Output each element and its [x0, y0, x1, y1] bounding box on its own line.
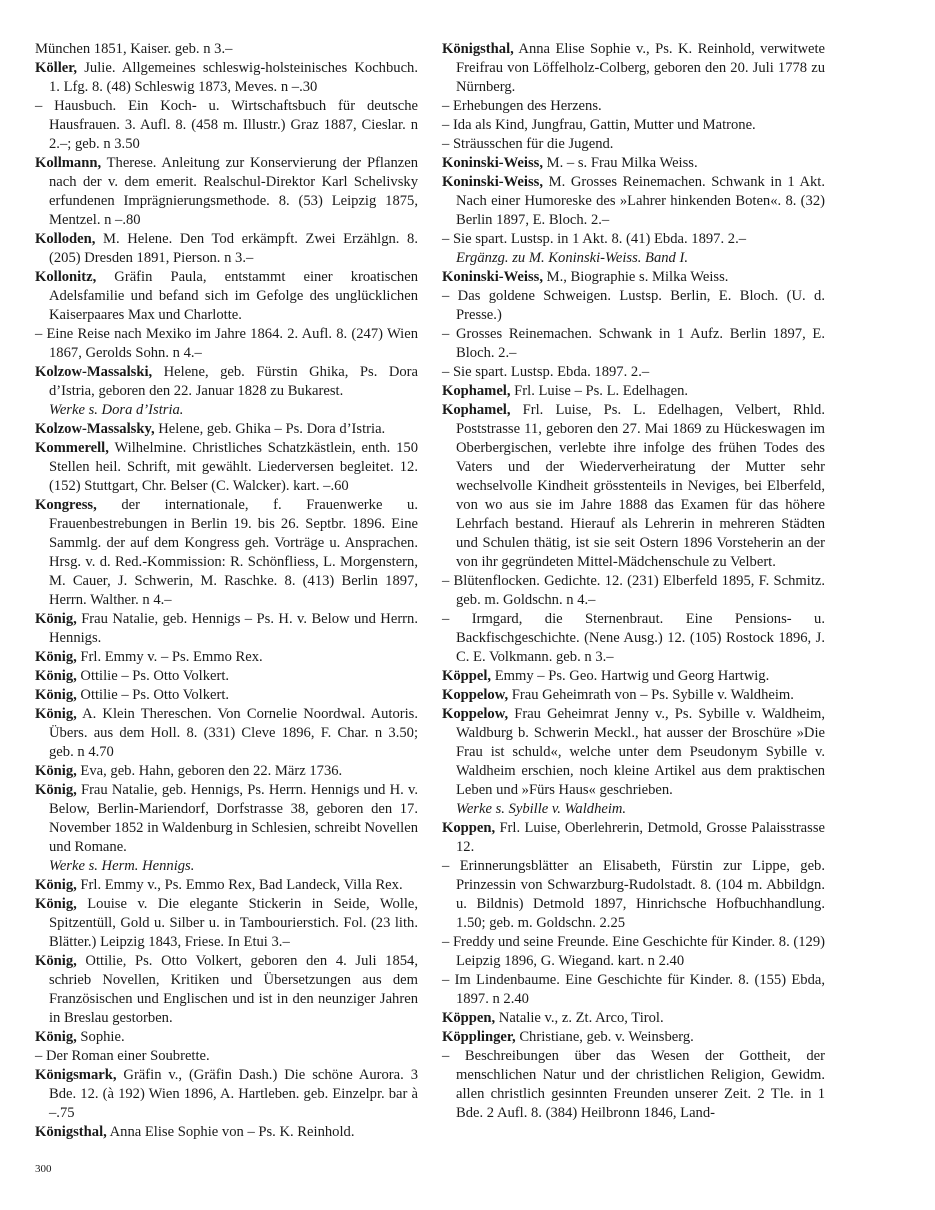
entry-text: – Der Roman einer Soubrette.	[35, 1048, 210, 1064]
entry-text: Frl. Luise, Oberlehrerin, Detmold, Grosse Palaisstrasse 12.	[456, 820, 825, 855]
entry-text: Sophie.	[76, 1029, 125, 1045]
entry-line-right-1	[442, 97, 825, 116]
headword: Königsthal,	[442, 41, 514, 57]
entry-text: Frl. Luise – Ps. L. Edelhagen.	[510, 383, 689, 399]
headword: Königsmark,	[35, 1067, 117, 1083]
entry-left-7	[35, 363, 418, 401]
entry-text: Frl. Luise, Ps. L. Edelhagen, Velbert, Rhld. Poststrasse 11, geboren den 27. Mai 1869 zu Hückeswagen im Oberbergischen, verlebte ihre infolge des frühen Todes des Vaters und der Wiederverheiratung der Mutter sehr wechselvolle Kindheit grösstenteils in Neviges, bei Elberfeld, von wo aus sie im Jahre 1888 das Examen für das höhere Lehrfach bestand. Hierauf als Lehrerin in mehreren Städten und Schulen thätig, ist sie seit Ostern 1896 Vorsteherin an der von ihr gegründeten Mittel-Mädchenschule zu Velbert.	[456, 402, 825, 570]
entry-text: Ottilie, Ps. Otto Volkert, geboren den 4. Juli 1854, schrieb Novellen, Kritiken und Übersetzungen aus dem Französischen und Englischen und ist in den neunziger Jahren in Breslau gestorben.	[49, 953, 418, 1026]
entry-line-left-6	[35, 325, 418, 363]
entry-line-left-19	[35, 857, 418, 876]
entry-text: Wilhelmine. Christliches Schatzkästlein, enth. 150 Stellen heil. Schrift, mit gewählt. Liederversen begleitet. 12. (152) Stuttgart, Chr. Belser (C. Walcker). kart. –.60	[49, 440, 418, 494]
headword: Kollmann,	[35, 155, 102, 171]
entry-text: – Erhebungen des Herzens.	[442, 98, 602, 114]
entry-right-12	[442, 382, 825, 401]
entry-text: – Sie spart. Lustsp. in 1 Akt. 8. (41) Ebda. 1897. 2.–	[442, 231, 747, 247]
headword: Kollonitz,	[35, 269, 97, 285]
entry-text: Julie. Allgemeines schleswig-holsteinisches Kochbuch. 1. Lfg. 8. (48) Schleswig 1873, Meves. n –.30	[49, 60, 418, 95]
entry-line-right-9	[442, 287, 825, 325]
entry-line-left-8	[35, 401, 418, 420]
entry-line-right-21	[442, 857, 825, 933]
entry-text: – Ida als Kind, Jungfrau, Gattin, Mutter und Matrone.	[442, 117, 756, 133]
entry-left-13	[35, 648, 418, 667]
entry-text: der internationale, f. Frauenwerke u. Frauenbestrebungen in Berlin 19. bis 26. Septbr. 1896. Eine Sammlg. der auf dem Kongress geh. Vorträge u. Ansprachen. Hrsg. v. d. Red.-Kommission: R. Schönfliess, L. Morgenstern, M. Cauer, J. Schwerin, M. Raschke. 8. (413) Berlin 1897, Herrn. Walther. n 4.–	[49, 497, 418, 608]
entry-text: – Das goldene Schweigen. Lustsp. Berlin, E. Bloch. (U. d. Presse.)	[442, 288, 825, 323]
entry-left-18	[35, 781, 418, 857]
entry-text: Natalie v., z. Zt. Arco, Tirol.	[495, 1010, 664, 1026]
entry-text: Frau Natalie, geb. Hennigs – Ps. H. v. Below und Herrn. Hennigs.	[49, 611, 418, 646]
entry-text: Ergänzg. zu M. Koninski-Weiss. Band I.	[456, 250, 689, 266]
entry-left-12	[35, 610, 418, 648]
headword: König,	[35, 687, 77, 703]
left-column	[35, 40, 418, 1142]
entry-text: Frl. Emmy v. – Ps. Emmo Rex.	[76, 649, 263, 665]
entry-line-left-24	[35, 1047, 418, 1066]
headword: Kolloden,	[35, 231, 96, 247]
headword: Köppen,	[442, 1010, 496, 1026]
entry-left-23	[35, 1028, 418, 1047]
headword: König,	[35, 1029, 77, 1045]
entry-text: Emmy – Ps. Geo. Hartwig und Georg Hartwig.	[491, 668, 770, 684]
entry-text: Gräfin v., (Gräfin Dash.) Die schöne Aurora. 3 Bde. 12. (à 192) Wien 1896, A. Hartleben. geb. Einzelpr. bar à –.75	[49, 1067, 418, 1121]
entry-text: Anna Elise Sophie von – Ps. K. Reinhold.	[106, 1124, 355, 1140]
entry-left-14	[35, 667, 418, 686]
headword: Kophamel,	[442, 383, 511, 399]
entry-text: Frl. Emmy v., Ps. Emmo Rex, Bad Landeck, Villa Rex.	[76, 877, 403, 893]
headword: König,	[35, 896, 77, 912]
entry-line-right-6	[442, 230, 825, 249]
entry-text: – Grosses Reinemachen. Schwank in 1 Aufz. Berlin 1897, E. Bloch. 2.–	[442, 326, 825, 361]
entry-left-17	[35, 762, 418, 781]
entry-line-right-7	[442, 249, 825, 268]
entry-line-right-14	[442, 572, 825, 610]
entry-line-right-15	[442, 610, 825, 667]
entry-text: München 1851, Kaiser. geb. n 3.–	[35, 41, 233, 57]
headword: Kongress,	[35, 497, 97, 513]
entry-left-3	[35, 154, 418, 230]
entry-text: – Freddy und seine Freunde. Eine Geschichte für Kinder. 8. (129) Leipzig 1896, G. Wiegand. kart. n 2.40	[442, 934, 825, 969]
entry-left-4	[35, 230, 418, 268]
headword: Koppelow,	[442, 706, 509, 722]
entry-text: – Sie spart. Lustsp. Ebda. 1897. 2.–	[442, 364, 650, 380]
entry-text: Gräfin Paula, entstammt einer kroatischen Adelsfamilie und befand sich im Gefolge des unglücklichen Kaiserpaares Max und Charlotte.	[49, 269, 418, 323]
entry-text: – Eine Reise nach Mexiko im Jahre 1864. 2. Aufl. 8. (247) Wien 1867, Gerolds Sohn. n 4.–	[35, 326, 418, 361]
headword: Köller,	[35, 60, 78, 76]
headword: Koppen,	[442, 820, 496, 836]
entry-text: – Im Lindenbaume. Eine Geschichte für Kinder. 8. (155) Ebda, 1897. n 2.40	[442, 972, 825, 1007]
entry-left-16	[35, 705, 418, 762]
entry-left-11	[35, 496, 418, 610]
entry-right-8	[442, 268, 825, 287]
entry-text: M. Grosses Reinemachen. Schwank in 1 Akt. Nach einer Humoreske des »Lahrer hinkenden Boten«. 8. (32) Berlin 1897, E. Bloch. 2.–	[456, 174, 825, 228]
entry-right-25	[442, 1028, 825, 1047]
entry-line-right-3	[442, 135, 825, 154]
entry-text: – Irmgard, die Sternenbraut. Eine Pensions- u. Backfischgeschichte. (Nene Ausg.) 12. (105) Rostock 1896, J. C. E. Volkmann. geb. n 3.–	[442, 611, 825, 665]
entry-text: M. – s. Frau Milka Weiss.	[542, 155, 698, 171]
entry-right-18	[442, 705, 825, 800]
entry-right-24	[442, 1009, 825, 1028]
headword: Königsthal,	[35, 1124, 107, 1140]
entry-text: Eva, geb. Hahn, geboren den 22. März 1736.	[76, 763, 343, 779]
entry-right-13	[442, 401, 825, 572]
headword: König,	[35, 877, 77, 893]
entry-left-26	[35, 1123, 418, 1142]
entry-text: – Sträusschen für die Jugend.	[442, 136, 614, 152]
entry-left-20	[35, 876, 418, 895]
entry-text: Werke s. Herm. Hennigs.	[49, 858, 195, 874]
entry-text: Helene, geb. Fürstin Ghika, Ps. Dora d’Istria, geboren den 22. Januar 1828 zu Bukarest.	[49, 364, 418, 399]
entry-line-left-2	[35, 97, 418, 154]
entry-line-right-10	[442, 325, 825, 363]
entry-text: Christiane, geb. v. Weinsberg.	[515, 1029, 694, 1045]
headword: Kolzow-Massalsky,	[35, 421, 155, 437]
entry-text: Anna Elise Sophie v., Ps. K. Reinhold, verwitwete Freifrau von Löffelholz-Colberg, geboren den 20. Juli 1778 zu Nürnberg.	[456, 41, 825, 95]
headword: Kophamel,	[442, 402, 511, 418]
entry-text: Therese. Anleitung zur Konservierung der Pflanzen nach der v. dem emerit. Realschul-Direktor Karl Schelivsky erfundenen Imprägnierungsmethode. 8. (53) Leipzig 1875, Mentzel. n –.80	[49, 155, 418, 228]
entry-left-22	[35, 952, 418, 1028]
headword: König,	[35, 611, 77, 627]
entry-line-left-0	[35, 40, 418, 59]
headword: König,	[35, 668, 77, 684]
entry-text: Ottilie – Ps. Otto Volkert.	[76, 668, 230, 684]
headword: Koninski-Weiss,	[442, 269, 543, 285]
entry-text: M. Helene. Den Tod erkämpft. Zwei Erzählgn. 8. (205) Dresden 1891, Pierson. n 3.–	[49, 231, 418, 266]
entry-right-0	[442, 40, 825, 97]
entry-text: – Hausbuch. Ein Koch- u. Wirtschaftsbuch für deutsche Hausfrauen. 3. Aufl. 8. (458 m. Illustr.) Graz 1887, Cieslar. n 2.–; geb. n 3.50	[35, 98, 418, 152]
entry-right-20	[442, 819, 825, 857]
headword: Köppel,	[442, 668, 492, 684]
headword: Kolzow-Massalski,	[35, 364, 153, 380]
headword: Köpplinger,	[442, 1029, 516, 1045]
entry-left-1	[35, 59, 418, 97]
page-number: 300	[35, 1163, 52, 1175]
entry-right-4	[442, 154, 825, 173]
entry-left-5	[35, 268, 418, 325]
entry-text: – Blütenflocken. Gedichte. 12. (231) Elberfeld 1895, F. Schmitz. geb. m. Goldschn. n 4.–	[442, 573, 825, 608]
entry-text: Helene, geb. Ghika – Ps. Dora d’Istria.	[154, 421, 386, 437]
entry-line-right-23	[442, 971, 825, 1009]
headword: Koppelow,	[442, 687, 509, 703]
headword: König,	[35, 706, 77, 722]
headword: König,	[35, 763, 77, 779]
entry-line-right-22	[442, 933, 825, 971]
entry-line-right-11	[442, 363, 825, 382]
entry-right-16	[442, 667, 825, 686]
entry-line-right-2	[442, 116, 825, 135]
headword: König,	[35, 782, 77, 798]
headword: Koninski-Weiss,	[442, 155, 543, 171]
entry-line-right-26	[442, 1047, 825, 1123]
entry-text: A. Klein Thereschen. Von Cornelie Noordwal. Autoris. Übers. aus dem Holl. 8. (331) Cleve 1896, F. Char. n 3.50; geb. n 4.70	[49, 706, 418, 760]
entry-left-9	[35, 420, 418, 439]
headword: König,	[35, 649, 77, 665]
entry-text: Frau Geheimrat Jenny v., Ps. Sybille v. Waldheim, Waldburg b. Schwerin Meckl., hat ausser der Broschüre »Die Frau ist schuld«, welche unter dem Pseudonym Sybille v. Waldheim erschien, noch kleine Artikel aus dem praktischen Leben und »Fürs Haus« geschrieben.	[456, 706, 825, 798]
headword: Koninski-Weiss,	[442, 174, 543, 190]
entry-left-21	[35, 895, 418, 952]
entry-text: Ottilie – Ps. Otto Volkert.	[76, 687, 230, 703]
entry-line-right-19	[442, 800, 825, 819]
entry-text: M., Biographie s. Milka Weiss.	[542, 269, 729, 285]
right-column	[442, 40, 825, 1123]
entry-left-10	[35, 439, 418, 496]
entry-text: – Beschreibungen über das Wesen der Gottheit, der menschlichen Natur und der christlichen Religion, Gewidm. allen christlich gesinnten Freunden unserer Zeit. 2 Tle. in 1 Bde. 2 Aufl. 8. (384) Heilbronn 1846, Land-	[442, 1048, 825, 1121]
entry-left-25	[35, 1066, 418, 1123]
headword: König,	[35, 953, 77, 969]
entry-text: – Erinnerungsblätter an Elisabeth, Fürstin zur Lippe, geb. Prinzessin von Schwarzburg-Rudolstadt. 8. (104 m. Abbildgn. u. Bildnis) Detmold 1897, Hinrichsche Hofbuchhandlung. 1.50; geb. m. Goldschn. 2.25	[442, 858, 825, 931]
entry-text: Werke s. Dora d’Istria.	[49, 402, 184, 418]
entry-text: Werke s. Sybille v. Waldheim.	[456, 801, 627, 817]
entry-left-15	[35, 686, 418, 705]
entry-text: Frau Natalie, geb. Hennigs, Ps. Herrn. Hennigs und H. v. Below, Berlin-Mariendorf, Dorfstrasse 38, geboren den 17. November 1852 in Waldenburg in Schlesien, schreibt Novellen und Romane.	[49, 782, 418, 855]
entry-text: Louise v. Die elegante Stickerin in Seide, Wolle, Spitzentüll, Gold u. Silber u. in Tambourierstich. Fol. (23 lith. Blätter.) Leipzig 1843, Friese. In Etui 3.–	[49, 896, 418, 950]
entry-right-17	[442, 686, 825, 705]
headword: Kommerell,	[35, 440, 109, 456]
entry-text: Frau Geheimrath von – Ps. Sybille v. Waldheim.	[508, 687, 794, 703]
entry-right-5	[442, 173, 825, 230]
